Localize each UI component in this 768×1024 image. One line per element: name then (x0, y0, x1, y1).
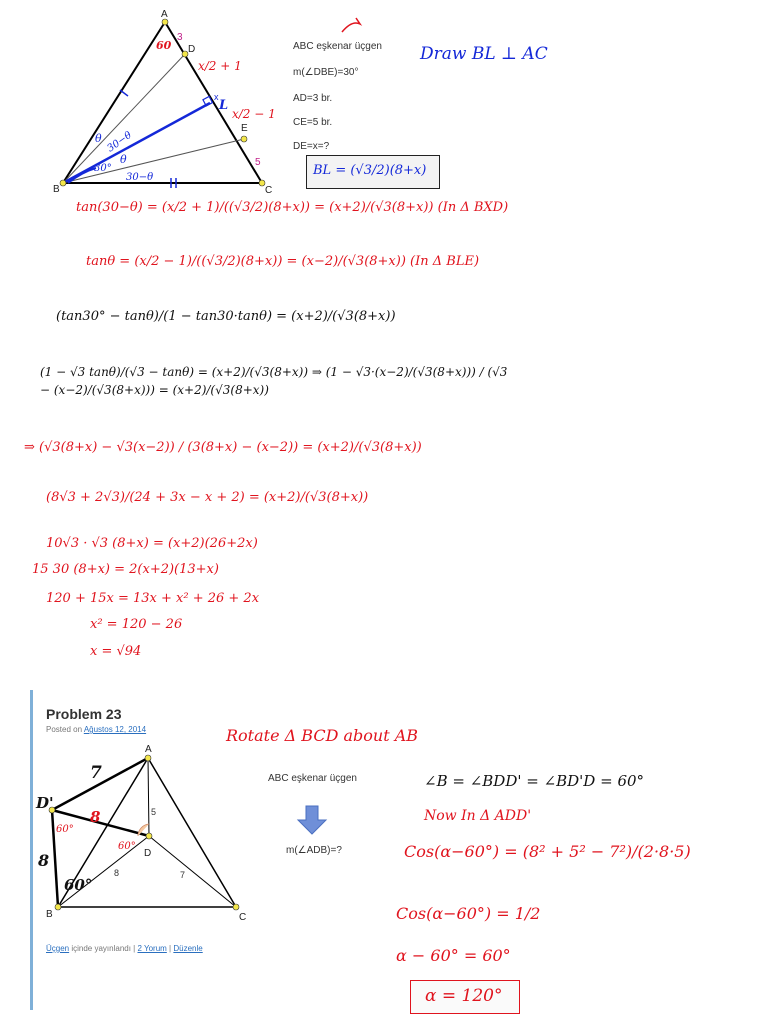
p23-a-dot (145, 755, 151, 761)
derivation-line-11: x = √94 (90, 644, 142, 659)
info-ce: CE=5 br. (293, 117, 333, 128)
now-in-note: Now In Δ ADD' (424, 808, 532, 824)
angle-theta-2: θ (120, 153, 127, 166)
angle-30-label: 30° (94, 163, 112, 174)
p23-a-label: A (145, 744, 152, 755)
post-date-link[interactable]: Ağustos 12, 2014 (83, 725, 147, 734)
cos-equation: Cos(α−60°) = (8² + 5² − 7²)/(2·8·5) (404, 842, 691, 861)
angles-equation: ∠B = ∠BDD' = ∠BD'D = 60° (424, 772, 645, 790)
p23-info-title: ABC eşkenar üçgen (268, 773, 357, 784)
derivation-line-5: ⇒ (√3(8+x) − √3(x−2)) / (3(8+x) − (x−2)) = (x+2)/(√3(8+x)) (24, 440, 422, 455)
vertex-b-label: B (53, 184, 60, 195)
bl-formula: BL = (√3/2)(8+x) (313, 163, 427, 178)
point-l-label: L (219, 98, 229, 113)
answer-box (410, 980, 520, 1014)
info-question: DE=x=? (293, 141, 330, 152)
angle-60-label: 60 (156, 39, 172, 52)
angle-30-theta-1: 30−θ (105, 129, 134, 155)
derivation-line-1: tan(30−θ) = (x/2 + 1)/((√3/2)(8+x)) = (x+2)/(√3(8+x)) (In Δ BXD) (76, 200, 509, 215)
hw-angle-60-a: 60° (56, 824, 74, 835)
footer-sep: | (166, 944, 174, 953)
derivation-line-8: 15 30 (8+x) = 2(x+2)(13+x) (32, 562, 219, 577)
derivation-line-10: x² = 120 − 26 (90, 617, 183, 632)
alpha-equation: α − 60° = 60° (396, 946, 511, 965)
post-footer (46, 944, 203, 953)
hw-angle-60-c: 60° (64, 876, 93, 894)
hw-angle-60-b: 60° (118, 841, 136, 852)
derivation-line-9: 120 + 15x = 13x + x² + 26 + 2x (46, 591, 260, 606)
p23-dprime-label: D' (36, 794, 54, 812)
p23-d-label: D (144, 848, 152, 859)
p23-bd-length: 8 (114, 868, 120, 878)
p23-c-dot (233, 904, 239, 910)
posted-prefix: Posted on (46, 725, 83, 734)
hw-label-7: 7 (90, 763, 102, 783)
info-ad: AD=3 br. (293, 93, 333, 104)
p23-question: m(∠ADB)=? (286, 845, 342, 856)
problem-23-title: Problem 23 (46, 706, 122, 722)
cos-half-equation: Cos(α−60°) = 1/2 (396, 904, 541, 923)
draw-note: Draw BL ⊥ AC (420, 44, 548, 64)
ce-length-label: 5 (255, 157, 261, 168)
p23-c-label: C (239, 912, 247, 923)
ad-length-label: 3 (177, 32, 183, 43)
rotate-note: Rotate Δ BCD about AB (226, 726, 419, 745)
p23-ad-length: 5 (151, 807, 157, 817)
derivation-line-3: (tan30° − tanθ)/(1 − tan30·tanθ) = (x+2)/(√3(8+x)) (56, 309, 396, 324)
answer-text: α = 120° (425, 986, 503, 1006)
x-label: x (214, 92, 219, 102)
hw-label-8b: 8 (38, 851, 50, 870)
derivation-line-6: (8√3 + 2√3)/(24 + 3x − x + 2) = (x+2)/(√3(8+x)) (46, 490, 369, 505)
category-link[interactable]: Üçgen (46, 944, 70, 953)
edit-link[interactable]: Düzenle (173, 944, 203, 953)
derivation-line-7: 10√3 · √3 (8+x) = (x+2)(26+2x) (46, 536, 258, 551)
p23-cd-length: 7 (180, 870, 186, 880)
down-arrow-icon (298, 806, 326, 834)
p23-b-label: B (46, 909, 53, 920)
info-angle: m(∠DBE)=30° (293, 67, 359, 78)
comments-link[interactable]: 2 Yorum (137, 944, 167, 953)
segment-x2-minus-1: x/2 − 1 (232, 107, 276, 121)
category-suffix: içinde yayınlandı | (69, 944, 138, 953)
segment-x2-plus-1: x/2 + 1 (198, 59, 242, 73)
info-title: ABC eşkenar üçgen (293, 41, 382, 52)
vertex-d-label: D (188, 44, 196, 55)
angle-theta-1: θ (95, 132, 102, 145)
angle-30-theta-2: 30−θ (126, 172, 154, 183)
derivation-line-2: tanθ = (x/2 − 1)/((√3/2)(8+x)) = (x−2)/(√3(8+x)) (In Δ BLE) (86, 254, 480, 269)
p23-b-dot (55, 904, 61, 910)
vertex-e-label: E (241, 123, 248, 134)
p23-d-dot (146, 833, 152, 839)
derivation-line-4: (1 − √3 tanθ)/(√3 − tanθ) = (x+2)/(√3(8+x)) ⇒ (1 − √3·(x−2)/(√3(8+x))) / (√3 − (x−2)/(√3(8+x))) = (x+2)/(√3(8+x)) (40, 365, 508, 397)
vertex-a-label: A (161, 9, 168, 20)
line-cd (149, 836, 236, 907)
hw-label-8a: 8 (90, 808, 101, 826)
vertex-c-label: C (265, 185, 273, 196)
